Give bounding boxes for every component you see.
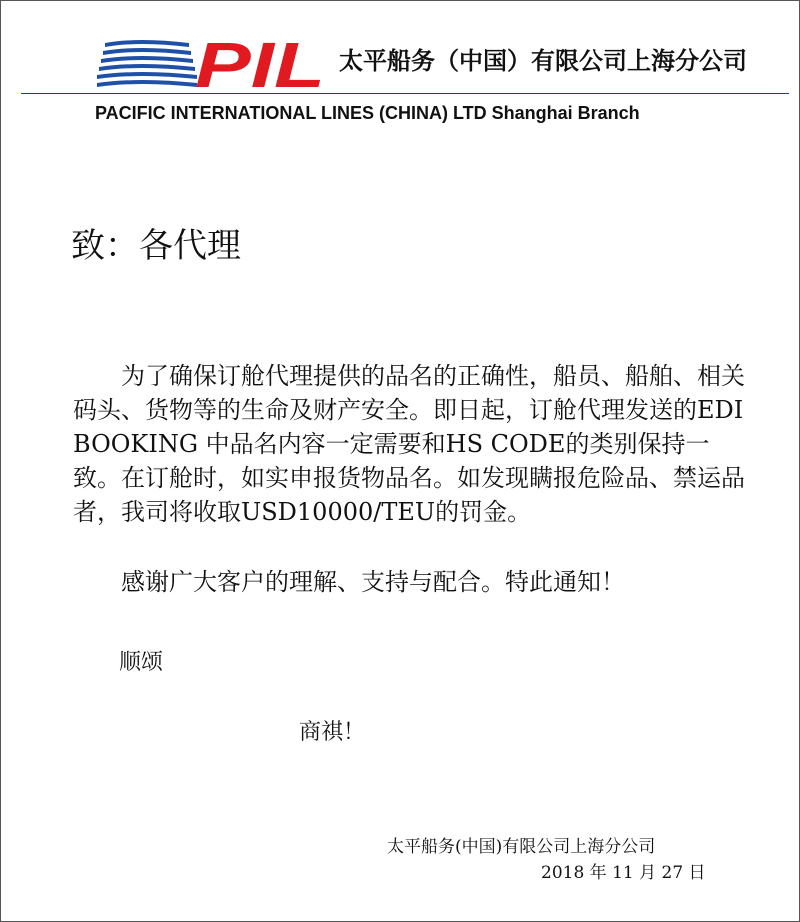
signature-company: 太平船务(中国)有限公司上海分公司: [387, 837, 656, 857]
salutation: 致：各代理: [71, 226, 241, 266]
company-name-cn: 太平船务（中国）有限公司上海分公司: [339, 47, 747, 75]
closing-wish: 商祺！: [299, 720, 366, 745]
company-name-en: PACIFIC INTERNATIONAL LINES (CHINA) LTD Shanghai Branch: [95, 103, 640, 123]
notice-body: 为了确保订舱代理提供的品名的正确性，船员、船舶、相关码头、货物等的生命及财产安全。即日起，订舱代理发送的EDI BOOKING 中品名内容一定需要和HS CODE的类别保持一致。在订舱时，如实申报货物品名。如发现瞒报危险品、禁运品者，我司将收取USD10000/TEU的罚金。: [73, 362, 745, 526]
header-divider: [21, 93, 789, 94]
wave-stripes-icon: [97, 40, 197, 87]
pil-logo: [97, 37, 329, 93]
logo-wordmark: PIL: [195, 37, 325, 93]
thanks-line: 感谢广大客户的理解、支持与配合。特此通知！: [121, 568, 625, 596]
closing-greeting: 顺颂: [119, 650, 164, 675]
signature-date: 2018 年 11 月 27 日: [541, 863, 706, 883]
